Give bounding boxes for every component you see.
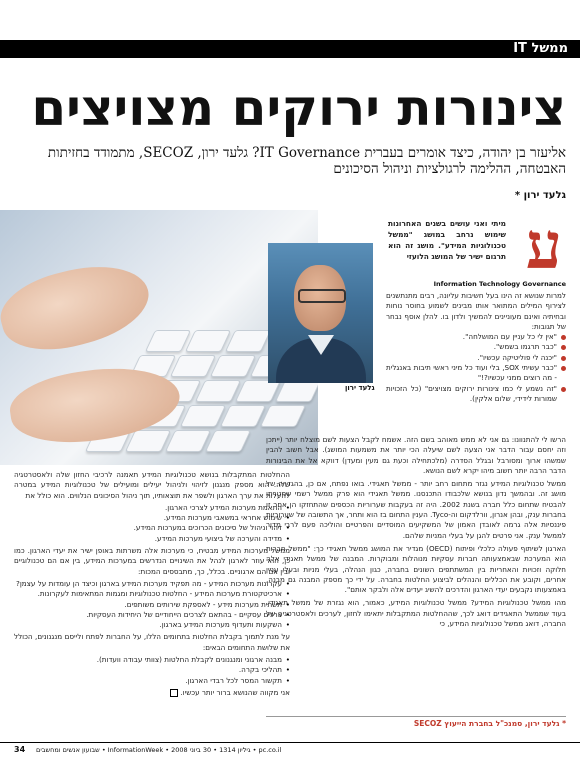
list-item: • ארכיטקטורת מערכות המידע - החלטות טכנולוגיות ומגמות המתאימות לעקרונות. bbox=[14, 589, 290, 599]
list-item: "יכנה לי פוליטיקה עכשיו". bbox=[386, 353, 566, 363]
author-portrait bbox=[268, 243, 373, 383]
list-item: "זה נשמע לי כמו צינורות ירוקים מצויצים" (כל הזכויות שמורות לידידי, שלום אלקין). bbox=[386, 384, 566, 405]
section-label: ממשל IT bbox=[513, 41, 568, 56]
author-footnote: * גלעד ירון, סמנכ"ל בחברת הייעוץ SECOZ bbox=[266, 716, 566, 728]
list-item: • צרכים עסקיים - בהתאם לצרכים הייחודיים של היחידות העסקיות. bbox=[14, 610, 290, 620]
list-item: "אין לי כל עניין עם המושלחה". bbox=[386, 332, 566, 342]
author-byline: גלעד ירון * bbox=[514, 190, 566, 201]
list-item: • מבנה ארגוני ומנגנונים לקבלת החלטות (צוותי עבודה וועדות). bbox=[14, 655, 290, 665]
body-paragraph: הארגון לשיתוף פעולה כלכלי ופיתוח (OECD) מגדיר את המושג ממשל תאגידי כך: "ממשל חברות הוא המערכת שבאמצעותה חברות עסקיות מנוהלות ומבוקרות. המבנה של ממשל תאגידי אלה חלוקה וזכויות והאחריות בין המשתתפים השונים בחברה, כגון הנהלה, בעלי מניות ובעלי עניין אחרים, וקובע את הכללים והנהלים לביצוע החלטות בחברה. על ידי כך מספק המבנה גם מבנה, באמצעותו נקבעים יעדי הארגון והדרכים להשיג יעדים אלה ולבקר אותם". bbox=[266, 543, 566, 595]
body-paragraph: מהו ממשל טכנולוגיות המידע? ממשל טכנולוגיות המידע, כאמור, הוא נגזרת של ממשל תאגידי. בעוד שממשל התאגידים דואג לכך, שההחלטות המתקבלות יתאימו לחזון, לערכים ולאסטרטגיה של החברה, דואג ממשל טכנולוגיות המידע, כי bbox=[266, 598, 566, 629]
footer-publication-info: שבועון אנשים ומחשבים • InformationWeek • גיליון 1314 • 30 ביוני 2008 • pc.co.il bbox=[36, 746, 282, 754]
list-item: • השקעות ותעדוף מערכות המידע בארגון. bbox=[14, 620, 290, 630]
right-lower-column bbox=[266, 435, 566, 629]
reactions-list bbox=[386, 332, 566, 404]
list-item: "כבר עשיתי SOX, בלי ועוד כל מיני ראשי תיבות באנגלית - מה רוצים ממני עכשיו?!" bbox=[386, 363, 566, 384]
left-column bbox=[14, 470, 290, 698]
list-item: • זיהוי וניהול של סיכונים הכרוכים במערכות המידע. bbox=[14, 523, 290, 533]
list-item: • שימוש אחראי במשאבי מערכות המידע. bbox=[14, 513, 290, 523]
body-paragraph: ההחלטות המתקבלות בנושא טכנולוגיות המידע תאמנה לרכיבי החזון שלה ולאסטרטגיה שלה. הוא מספק מנגנון לזיהוי ולניהול יעילים ומועילים של טכנולוגיות המידע במטרה להעלות את ערך הארגון ולשפר את תוצאותיו, תוך ניהול הסיכונים הנלווים. הוא כולל את bbox=[14, 470, 290, 500]
bullet-list bbox=[14, 579, 290, 630]
body-paragraph: על מנת לתמוך בקבלת החלטות בתחומים הללו, על החברות לפתח ולייסם מנגנונים, הכולל את שלושת התחומים הבאים: bbox=[14, 632, 290, 652]
closing-sentence: אני מקווה שהנושא ברור יותר עכשיו. bbox=[180, 687, 290, 697]
body-paragraph: ממשל טכנולוגיות המידע נגזר מתחום רחב יותר - ממשל תאגידי. בואו נפתח, אם כן, בהגדרה של מושג זה. ובהמשך נדון בנושא שלכבודו התכנסנו. ממשל תאגידי הוא פרק ממשל רשמי שמטרתו להבטיח שתחום כלל חברה בשנת 2002. היה זה בעקבות שערוריות הכספים שהתחזקו הן אחר זו בחברות ענק, ובהן אנרון, וורלדקום וה-Tyco. הענין התחום בז הוא ותחר, אך התשובה של שערוריות פיננסיות אלה גרמה לאובדן האמון של המשקיעים המוסדיים והפרטיים והוליכה פעם לרבי מדור לממשל ענק. אני פרטים להגן על בעלי המניות שלהם. bbox=[266, 479, 566, 540]
list-item: • תשתית מערכות מידע - לאספקת שירותים משותפים. bbox=[14, 600, 290, 610]
drop-cap: ע bbox=[525, 209, 562, 284]
list-item: • התאמת מערכות המידע לצרכי הארגון. bbox=[14, 503, 290, 513]
list-item: • תקשור המסר לכל רבדי הארגון. bbox=[14, 676, 290, 686]
list-item: • עקרונות מערכות המידע - מה תפקיד מערכות המידע בארגון וכיצד הן עומדות על עצמן? bbox=[14, 579, 290, 589]
body-paragraph: הרשו לי להתנוונו: גם אני לא ממש מאוהב בשם הזה. אשמח לקבל הצעות לשם מוצלח יותר (ייתכן וזה יחסם עבור הדבר אני הצעה לשם שיעלה הכי יותר את משמעות המושג). אבל חשוב להבין שמשהו ארוך ומסורבל ובגלל הסדרה (מלכתחילה וכעת גם מעין ומעדן) דווקא אל את הבינורות הדבר הרבה יותר חשוב מיהו יקרא לשם הנושא. bbox=[266, 435, 566, 475]
list-item: • תהליכי בקרה. bbox=[14, 665, 290, 675]
bullet-list bbox=[14, 655, 290, 686]
lead-english-term: Information Technology Governance bbox=[433, 280, 566, 288]
section-header-bar bbox=[0, 40, 580, 58]
footer-divider bbox=[0, 742, 580, 743]
list-item: "כבר תרגמו בשמש". bbox=[386, 342, 566, 352]
body-paragraph: ממשל מערכות המידע מבטיח, כי מערכות אלה משרתות באופן ישיר את יעדי הארגון. כמו כן, הוא עוזר לארגון לנהל את השינויים הנדרשים במערכות המידע, בין אם הם טכנולוגיים ובין אם הם ארגוניים. בכלל, כך, מתבססים המכות: bbox=[14, 546, 290, 576]
end-mark-icon bbox=[170, 689, 178, 697]
photo-caption: גלעד ירון bbox=[345, 384, 375, 392]
lead-paragraph: מיתי ואני עושים בשנים האחרונות שימוש נרחב במושג "ממשל טכנולוגיות המידע". מושג זה הוא תרגום ישיר של המושג הלועזי bbox=[388, 219, 506, 261]
article-title: צינורות ירוקים מצויצים bbox=[31, 79, 566, 137]
page-number: 34 bbox=[14, 745, 26, 754]
intro-paragraph: למרות שנושא זה הינו בעל חשיבות עליונה, רבים מתנתשנים לצירוף המילים המתואר אותו מבינים לשמוע בחוסר נוחות ובחיתיה ואינם מעוניינים להמשיך ולדון בו. להלן אוסף נבחר של תגובות: bbox=[386, 291, 566, 331]
bullet-list bbox=[14, 503, 290, 544]
list-item: • מדידה והערכה של ביצועי מערכות המידע. bbox=[14, 534, 290, 544]
right-column bbox=[386, 291, 566, 404]
article-subtitle: אליעזר בן יהודה, כיצד אומרים בעברית IT Governance? גלעד ירון, SECOZ, מתמודד בחזיתות האבטחה, ההלימה לרגולציות וניהול הסיכונים bbox=[47, 145, 566, 177]
